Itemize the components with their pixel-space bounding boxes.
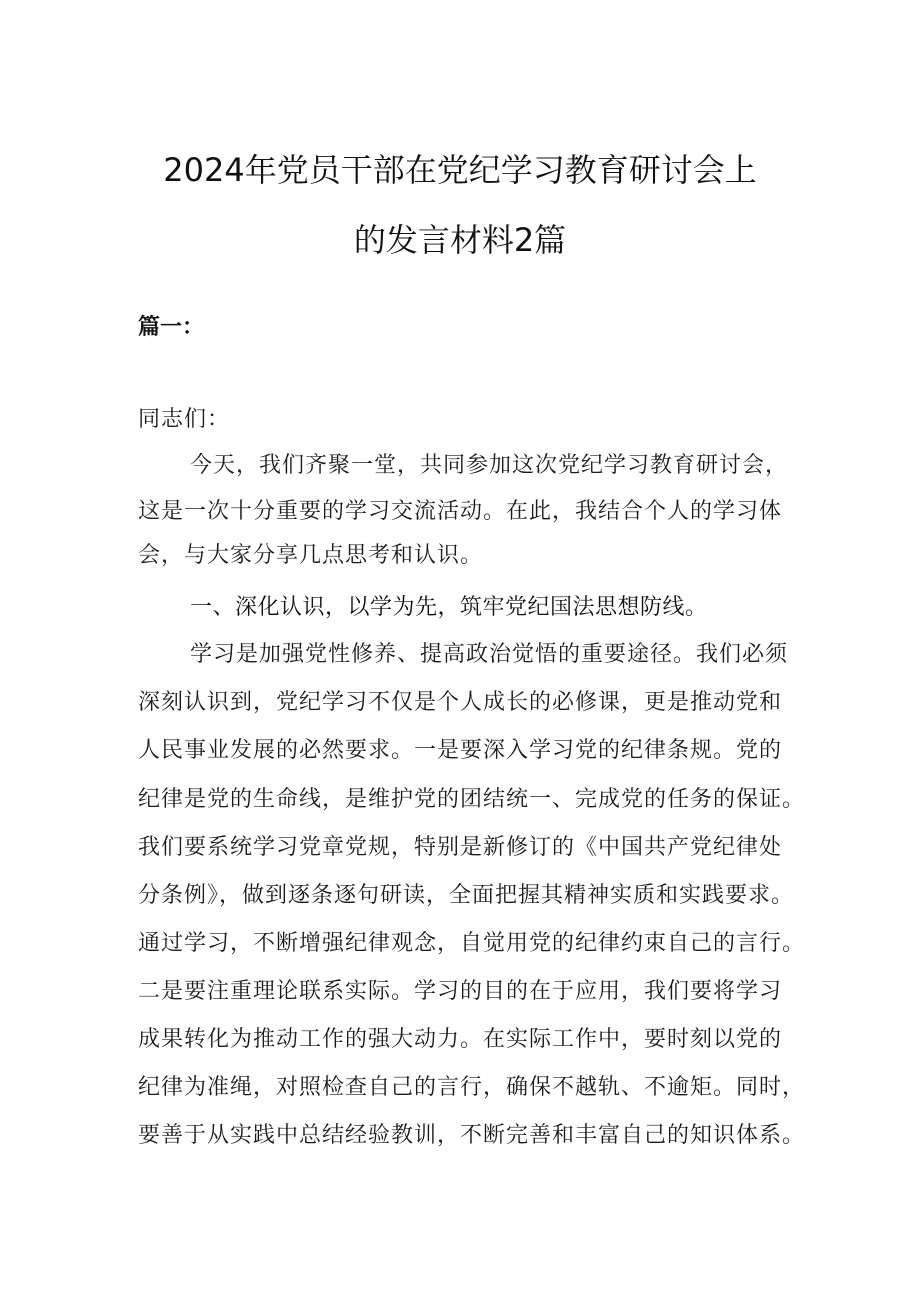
section-label: 篇一： <box>138 315 205 340</box>
paragraph-line: 二是要注重理论联系实际。学习的目的在于应用，我们要将学习 <box>138 979 783 1004</box>
paragraph-line: 今天，我们齐聚一堂，共同参加这次党纪学习教育研讨会， <box>190 453 789 478</box>
paragraph-line: 纪律是党的生命线，是维护党的团结统一、完成党的任务的保证。 <box>138 787 806 812</box>
paragraph-line: 会，与大家分享几点思考和认识。 <box>138 543 484 568</box>
paragraph-line: 这是一次十分重要的学习交流活动。在此，我结合个人的学习体 <box>138 499 783 524</box>
salutation: 同志们： <box>138 407 231 432</box>
paragraph-line: 成果转化为推动工作的强大动力。在实际工作中，要时刻以党的 <box>138 1027 783 1052</box>
paragraph-line: 纪律为准绳，对照检查自己的言行，确保不越轨、不逾矩。同时， <box>138 1075 806 1100</box>
document-title-line-2: 的发言材料2篇 <box>353 221 567 259</box>
paragraph-line: 要善于从实践中总结经验教训，不断完善和丰富自己的知识体系。 <box>138 1123 806 1148</box>
paragraph-line: 深刻认识到，党纪学习不仅是个人成长的必修课，更是推动党和 <box>138 690 783 715</box>
section-heading: 一、深化认识，以学为先，筑牢党纪国法思想防线。 <box>190 595 708 620</box>
paragraph-line: 学习是加强党性修养、提高政治觉悟的重要途径。我们必须 <box>190 642 789 667</box>
document-title-line-1: 2024年党员干部在党纪学习教育研讨会上 <box>163 151 757 189</box>
paragraph-line: 我们要系统学习党章党规，特别是新修订的《中国共产党纪律处 <box>138 835 783 860</box>
paragraph-line: 分条例》，做到逐条逐句研读，全面把握其精神实质和实践要求。 <box>138 883 795 908</box>
paragraph-line: 通过学习，不断增强纪律观念，自觉用党的纪律约束自己的言行。 <box>138 931 806 956</box>
paragraph-line: 人民事业发展的必然要求。一是要深入学习党的纪律条规。党的 <box>138 738 783 763</box>
